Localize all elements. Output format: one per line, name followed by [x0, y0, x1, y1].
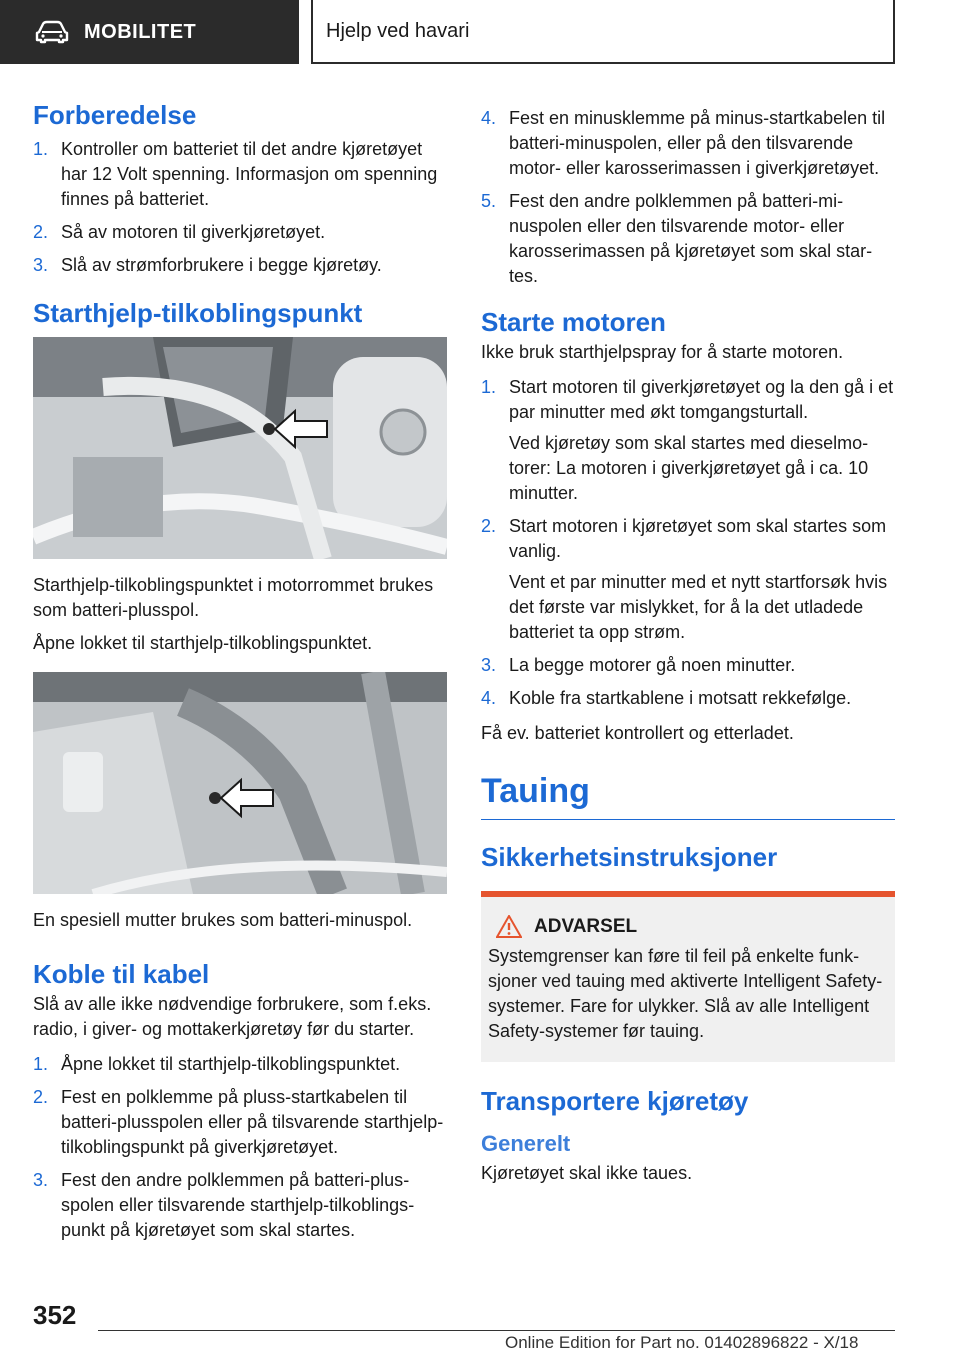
heading-generelt: Generelt [481, 1131, 571, 1156]
heading-transport: Transportere kjøretøy [481, 1086, 749, 1116]
heading-sikkerhet: Sikkerhetsinstruksjoner [481, 842, 778, 872]
step-number: 3. [481, 655, 497, 675]
step-text: Så av motoren til giverkjøretøyet. [61, 222, 326, 242]
section-tab[interactable] [0, 0, 299, 64]
list-item [481, 686, 895, 711]
chapter-title: Hjelp ved havari [311, 0, 895, 64]
koble-list-continued [481, 106, 895, 289]
step-text: Slå av strømforbrukere i begge kjøretøy. [61, 255, 382, 275]
step-text: Kontroller om batteriet til det andre kjøretøyet har 12 Volt spenning. Informasjon om spenning finnes på batteriet. [61, 139, 438, 209]
step-text: Fest den andre polklemmen på batteri-minuspolen eller den tilsvarende motor- eller karosserimassen på kjøretøyet som skal startes. [509, 191, 873, 286]
list-item [33, 1052, 447, 1077]
koble-list [33, 1052, 447, 1243]
heading-starthjelp: Starthjelp-tilkoblingspunkt [33, 298, 363, 328]
step-text: La begge motorer gå noen minutter. [509, 655, 796, 675]
section-title: MOBILITET [84, 20, 197, 43]
list-item [481, 189, 895, 289]
starte-list [481, 375, 895, 711]
step-number: 1. [481, 377, 497, 397]
step-subtext: Vent et par minutter med et nytt startforsøk hvis det første var mislykket, for å la det utladede batteriet ta opp strøm. [509, 572, 888, 642]
list-item [481, 106, 895, 181]
warning-label: ADVARSEL [534, 915, 638, 937]
step-text: Start motoren til giverkjøretøyet og la den gå i et par minutter med økt tomgangsturtall. [509, 377, 894, 422]
warning-box [481, 891, 895, 1062]
step-number: 2. [33, 1087, 49, 1107]
warning-triangle-icon [496, 915, 522, 938]
step-text: Fest en polklemme på pluss-startkabelen til batteri-plusspolen eller på tilsvarende starthjelp-tilkoblingspunkt på giverkjøretøyet. [61, 1087, 444, 1157]
list-item [481, 514, 895, 645]
step-number: 2. [481, 516, 497, 536]
heading-tauing: Tauing [481, 772, 590, 810]
step-text: Åpne lokket til starthjelp-tilkoblingspunktet. [61, 1054, 401, 1074]
right-column [481, 106, 895, 1194]
list-item [481, 653, 895, 678]
step-number: 5. [481, 191, 497, 211]
step-text: Koble fra startkablene i motsatt rekkefølge. [509, 688, 852, 708]
fig1-caption: Starthjelp-tilkoblingspunktet i motorrommet brukes som batteri-plusspol. [33, 575, 434, 620]
list-item [33, 1168, 447, 1243]
list-item [33, 137, 447, 212]
list-item [33, 253, 447, 278]
step-number: 4. [481, 688, 497, 708]
warning-text: Systemgrenser kan føre til feil på enkelte funksjoner ved tauing med aktiverte Intelligent Safety-systemer. Fare for ulykker. Slå av alle Intelligent Safety-systemer før tauing. [488, 946, 883, 1041]
left-column [33, 100, 447, 1253]
forberedelse-list [33, 137, 447, 278]
koble-intro: Slå av alle ikke nødvendige forbrukere, som f.eks. radio, i giver- og mottakerkjøretøy før du starter. [33, 994, 432, 1039]
page-number: 352 [33, 1300, 77, 1330]
engine-photo-minus-terminal [33, 672, 447, 894]
list-item [33, 220, 447, 245]
starte-intro: Ikke bruk starthjelpspray for å starte motoren. [481, 342, 844, 362]
starte-outro: Få ev. batteriet kontrollert og etterladet. [481, 723, 794, 743]
step-number: 1. [33, 1054, 49, 1074]
step-text: Fest den andre polklemmen på batteri-plusspolen eller tilsvarende starthjelp-tilkoblingspunkt på kjøretøyet som skal startes. [61, 1170, 415, 1240]
fig1-text: Åpne lokket til starthjelp-tilkoblingspunktet. [33, 633, 373, 653]
heading-koble: Koble til kabel [33, 959, 210, 989]
step-number: 3. [33, 255, 49, 275]
step-subtext: Ved kjøretøy som skal startes med dieselmotorer: La motoren i giverkjøretøyet gå i ca. 10 minutter. [509, 433, 869, 503]
step-number: 2. [33, 222, 49, 242]
heading-starte: Starte motoren [481, 307, 666, 337]
page-header [0, 0, 960, 66]
step-number: 4. [481, 108, 497, 128]
generelt-text: Kjøretøyet skal ikke taues. [481, 1163, 693, 1183]
footer-edition: Online Edition for Part no. 01402896822 - X/18 [505, 1333, 859, 1352]
warning-title [488, 915, 888, 938]
heading-forberedelse: Forberedelse [33, 100, 197, 130]
fig2-caption: En spesiell mutter brukes som batteri-minuspol. [33, 910, 413, 930]
car-icon [34, 20, 70, 44]
list-item [481, 375, 895, 506]
step-text: Fest en minusklemme på minus-startkabelen til batteri-minuspolen, eller på den tilsvarende motor- eller karosserimassen i giverkjøretøyet. [509, 108, 886, 178]
footer-divider [98, 1330, 895, 1331]
list-item [33, 1085, 447, 1160]
engine-photo-plus-terminal [33, 337, 447, 559]
step-text: Start motoren i kjøretøyet som skal startes som vanlig. [509, 516, 887, 561]
tauing-heading-block [481, 772, 895, 820]
step-number: 1. [33, 139, 49, 159]
step-number: 3. [33, 1170, 49, 1190]
